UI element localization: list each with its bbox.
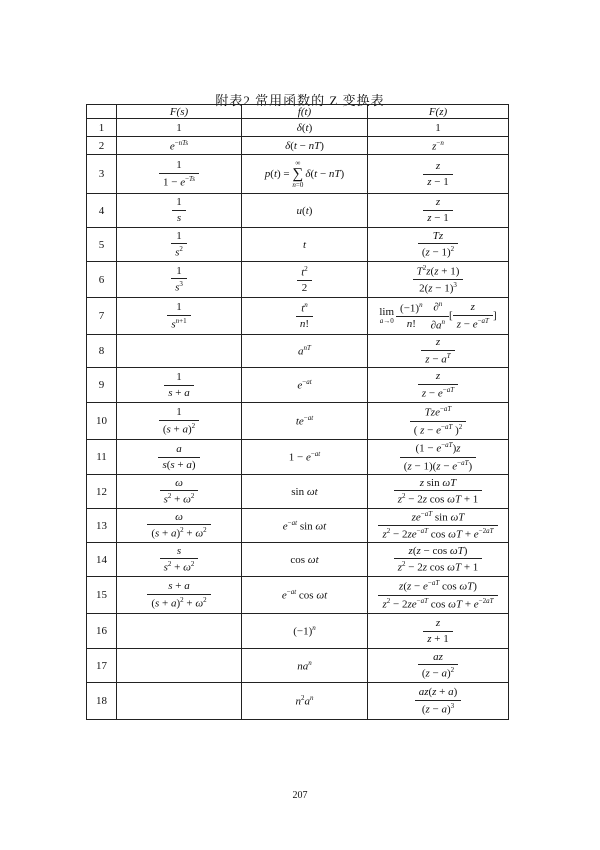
- cell-Fs: $\frac{1}{s}$: [117, 194, 242, 228]
- cell-Fz: $\frac{\text{z(z − cos ωT)}}{z^2 - 2z \cos \omega T + 1}$: [368, 543, 509, 577]
- cell-ft: $e^{-at}$: [242, 368, 368, 403]
- table-row: [87, 403, 509, 440]
- cell-ft: $na^n$: [242, 649, 368, 683]
- cell-ft: $\frac{t^n}{n!}$: [242, 298, 368, 335]
- cell-ft: $e^{-at}$ sin ωt: [242, 509, 368, 543]
- cell-Fz: $\frac{z}{z - 1}$: [368, 155, 509, 194]
- cell-Fz: 1: [368, 119, 509, 137]
- cell-ft: u(t): [242, 194, 368, 228]
- row-number: 9: [87, 368, 117, 403]
- table-row: [87, 155, 509, 194]
- cell-Fz: $\frac{az}{(z - a)^2}$: [368, 649, 509, 683]
- cell-Fs: $\frac{s}{s^2 + \omega^2}$: [117, 543, 242, 577]
- cell-Fs: $\frac{\omega}{s^2 + \omega^2}$: [117, 475, 242, 509]
- row-number: 11: [87, 440, 117, 475]
- row-number: 5: [87, 228, 117, 262]
- cell-ft: p(t) = ∞ ∑ n=0 δ(t − nT): [242, 155, 368, 194]
- row-number: 1: [87, 119, 117, 137]
- cell-Fz: $\frac{az(z + a)}{(z - a)^3}$: [368, 683, 509, 720]
- row-number: 14: [87, 543, 117, 577]
- cell-ft: sin ωt: [242, 475, 368, 509]
- cell-Fs: $\frac{1}{1 - e^{-Ts}}$: [117, 155, 242, 194]
- row-number: 10: [87, 403, 117, 440]
- z-transform-table: [86, 104, 509, 720]
- cell-ft: δ(t − nT): [242, 137, 368, 155]
- table-header-row: [87, 105, 509, 119]
- header-index: [87, 105, 117, 119]
- cell-ft: $n^2a^n$: [242, 683, 368, 720]
- table-row: [87, 228, 509, 262]
- cell-Fs: $\frac{1}{(s + a)^2}$: [117, 403, 242, 440]
- table-row: [87, 137, 509, 155]
- cell-Fz: $z^{-n}$: [368, 137, 509, 155]
- cell-Fz: lim a→0 $\frac{(-1)^n}{n!}$ $\frac{\partial^n}{\partial a^n}$ [ $\frac{z}{z - e^{-aT}}$ ]: [368, 298, 509, 335]
- table-title: 附表2 常用函数的 Z 变换表: [215, 93, 385, 108]
- cell-Fs: $\frac{1}{s^2}$: [117, 228, 242, 262]
- cell-Fs: $\frac{\omega}{(s + a)^2 + \omega^2}$: [117, 509, 242, 543]
- cell-Fz: $\frac{z}{z - 1}$: [368, 194, 509, 228]
- row-number: 16: [87, 614, 117, 649]
- table-row: [87, 475, 509, 509]
- table-row: [87, 368, 509, 403]
- header-Fs: F(s): [117, 105, 242, 119]
- row-number: 8: [87, 335, 117, 368]
- cell-ft: $a^{nT}$: [242, 335, 368, 368]
- table-row: [87, 194, 509, 228]
- row-number: 12: [87, 475, 117, 509]
- row-number: 13: [87, 509, 117, 543]
- cell-Fz: $\frac{\text{z sin ωT}}{z^2 - 2z \cos \omega T + 1}$: [368, 475, 509, 509]
- cell-ft: t: [242, 228, 368, 262]
- cell-Fz: $\frac{z}{z + 1}$: [368, 614, 509, 649]
- cell-ft: $\frac{t^2}{2}$: [242, 262, 368, 298]
- cell-Fs: $e^{-nTs}$: [117, 137, 242, 155]
- table-row: [87, 262, 509, 298]
- cell-Fs: $\frac{1}{s^3}$: [117, 262, 242, 298]
- cell-Fs: [117, 649, 242, 683]
- cell-Fs: $\frac{1}{s + a}$: [117, 368, 242, 403]
- cell-Fz: $\frac{Tz}{(z - 1)^2}$: [368, 228, 509, 262]
- table-row: [87, 440, 509, 475]
- row-number: 4: [87, 194, 117, 228]
- row-number: 6: [87, 262, 117, 298]
- cell-Fs: $\frac{1}{s^{n+1}}$: [117, 298, 242, 335]
- cell-Fs: $\frac{a}{s(s + a)}$: [117, 440, 242, 475]
- cell-ft: $e^{-at}$ cos ωt: [242, 577, 368, 614]
- page-number: 207: [292, 790, 308, 801]
- cell-ft: cos ωt: [242, 543, 368, 577]
- row-number: 17: [87, 649, 117, 683]
- table-row: [87, 543, 509, 577]
- cell-Fs: $\frac{s + a}{(s + a)^2 + \omega^2}$: [117, 577, 242, 614]
- cell-Fz: $\frac{T^2z(z + 1)}{2(z - 1)^3}$: [368, 262, 509, 298]
- row-number: 2: [87, 137, 117, 155]
- cell-Fs: [117, 683, 242, 720]
- table-row: [87, 649, 509, 683]
- row-number: 15: [87, 577, 117, 614]
- table-row: [87, 509, 509, 543]
- cell-Fz: $\frac{Tze^{-aT}}{( z - e^{-aT} )^2}$: [368, 403, 509, 440]
- cell-Fs: 1: [117, 119, 242, 137]
- table-row: [87, 119, 509, 137]
- cell-ft: $te^{-at}$: [242, 403, 368, 440]
- cell-ft: δ(t): [242, 119, 368, 137]
- table-row: [87, 335, 509, 368]
- cell-Fz: $\frac{z(z - e^{-aT} \cos \omega T)}{z^2 - 2ze^{-aT} \cos \omega T + e^{-2aT}}$: [368, 577, 509, 614]
- row-number: 18: [87, 683, 117, 720]
- table-row: [87, 298, 509, 335]
- cell-ft: $(-1)^n$: [242, 614, 368, 649]
- cell-Fz: $\frac{(1 - e^{-aT})z}{(z - 1)(z - e^{-aT})}$: [368, 440, 509, 475]
- row-number: 7: [87, 298, 117, 335]
- cell-Fs: [117, 614, 242, 649]
- table-row: [87, 683, 509, 720]
- cell-Fz: $\frac{z}{z - e^{-aT}}$: [368, 368, 509, 403]
- cell-Fz: $\frac{z}{z - a^T}$: [368, 335, 509, 368]
- header-Fz: F(z): [368, 105, 509, 119]
- cell-Fz: $\frac{ze^{-aT} \sin \omega T}{z^2 - 2ze^{-aT} \cos \omega T + e^{-2aT}}$: [368, 509, 509, 543]
- cell-Fs: [117, 335, 242, 368]
- cell-ft: $1 - e^{-at}$: [242, 440, 368, 475]
- table-row: [87, 614, 509, 649]
- table-row: [87, 577, 509, 614]
- header-ft: f(t): [242, 105, 368, 119]
- row-number: 3: [87, 155, 117, 194]
